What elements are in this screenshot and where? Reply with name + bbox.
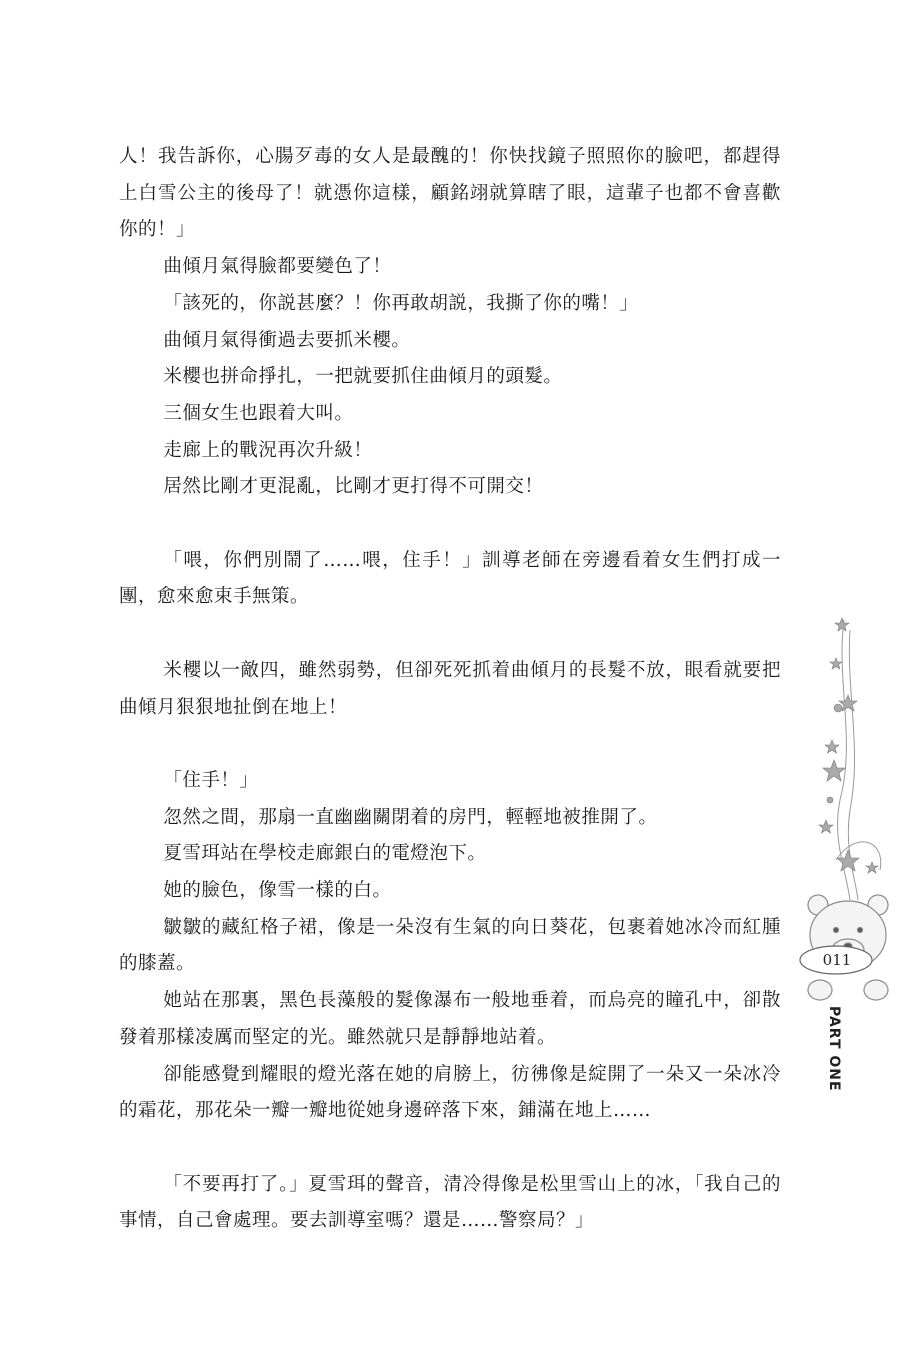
paragraph: 曲傾月氣得衝過去要抓米櫻。 (163, 329, 411, 351)
part-label: PART ONE (826, 1006, 842, 1092)
paragraph: 她站在那裏，黑色長藻般的髮像瀑布一般地垂着，而烏亮的瞳孔中，卻散發着那樣凌厲而堅定的光。雖然就只是靜靜地站着。 (119, 990, 781, 1048)
page-body (119, 139, 781, 1240)
paragraph: 曲傾月氣得臉都要變色了！ (163, 256, 392, 278)
paragraph: 走廊上的戰況再次升級！ (163, 439, 373, 461)
paragraph: 三個女生也跟着大叫。 (163, 402, 354, 424)
paragraph: 「喂，你們別鬧了……喂，住手！」訓導老師在旁邊看着女生們打成一團，愈來愈束手無策。 (119, 549, 781, 608)
paragraph: 米櫻也拼命掙扎，一把就要抓住曲傾月的頭髮。 (163, 366, 563, 388)
paragraph: 「該死的，你説甚麼？！你再敢胡説，我撕了你的嘴！」 (163, 292, 639, 314)
paragraph: 米櫻以一敵四，雖然弱勢，但卻死死抓着曲傾月的長髮不放，眼看就要把曲傾月狠狠地扯倒在地上！ (119, 659, 781, 718)
paragraph: 她的臉色，像雪一樣的白。 (163, 880, 392, 902)
paragraph: 卻能感覺到耀眼的燈光落在她的肩膀上，彷彿像是綻開了一朵又一朵冰冷的霜花，那花朵一瓣一瓣地從她身邊碎落下來，鋪滿在地上…… (119, 1063, 781, 1122)
paragraph: 夏雪珥站在學校走廊銀白的電燈泡下。 (163, 843, 487, 865)
page-number: 011 (822, 951, 852, 969)
paragraph: 人！我告訴你，心腸歹毒的女人是最醜的！你快找鏡子照照你的臉吧，都趕得上白雪公主的後母了！就憑你這樣，顧銘翊就算瞎了眼，這輩子也都不會喜歡你的！」 (119, 146, 781, 241)
paragraph: 皺皺的藏紅格子裙，像是一朵沒有生氣的向日葵花，包裹着她冰冷而紅腫的膝蓋。 (119, 916, 781, 975)
paragraph: 忽然之間，那扇一直幽幽關閉着的房門，輕輕地被推開了。 (163, 806, 658, 828)
paragraph: 「不要再打了。」夏雪珥的聲音，清冷得像是松里雪山上的冰，「我自己的事情，自己會處理。要去訓導室嗎？還是……警察局？」 (119, 1173, 781, 1232)
paragraph: 居然比剛才更混亂，比剛才更打得不可開交！ (163, 476, 544, 498)
paragraph: 「住手！」 (163, 769, 259, 791)
